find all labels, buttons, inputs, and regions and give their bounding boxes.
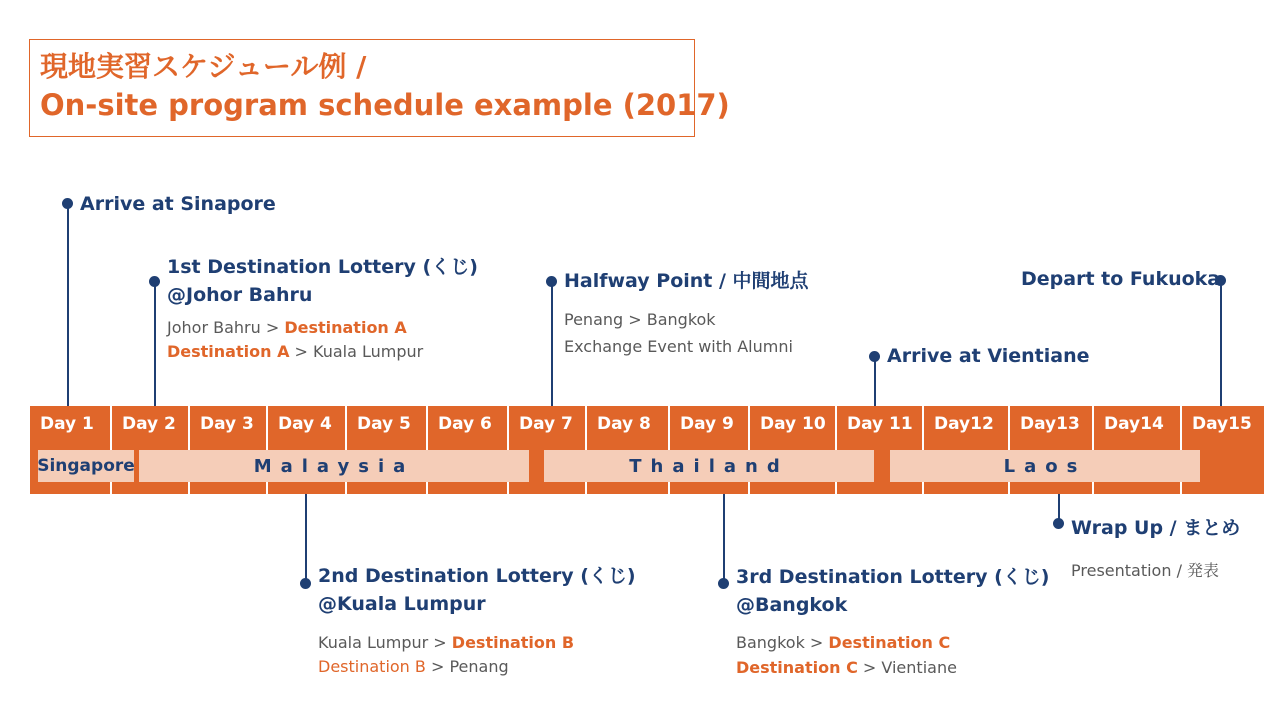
title-box: [29, 39, 730, 137]
day-label: Day 6: [438, 414, 492, 434]
marker-dot-wrapup: [1053, 518, 1064, 529]
event-lottery1-route1: [167, 316, 407, 340]
route-text: > Kuala Lumpur: [289, 342, 424, 361]
connector-line-lottery1: [154, 282, 156, 406]
day-label: Day13: [1020, 414, 1080, 434]
connector-line-lottery3: [723, 494, 725, 583]
country-malaysia: Malaysia: [139, 450, 529, 482]
event-wrapup-note: Presentation / 発表: [1071, 561, 1220, 580]
event-arrive-vientiane: Arrive at Vientiane: [887, 345, 1090, 367]
route-text: > Penang: [425, 657, 509, 676]
marker-dot-lottery3: [718, 578, 729, 589]
event-lottery3-route1: [736, 631, 950, 655]
event-lottery2-location: @Kuala Lumpur: [318, 593, 486, 615]
day-label: Day 4: [278, 414, 332, 434]
event-lottery3-location: @Bangkok: [736, 594, 848, 616]
event-lottery1-route2: [167, 340, 423, 364]
day-label: Day 11: [847, 414, 913, 434]
route-text: Kuala Lumpur >: [318, 633, 452, 652]
event-lottery2-title: 2nd Destination Lottery (くじ): [318, 565, 636, 587]
destination-label: Destination B: [451, 633, 575, 652]
event-depart-fukuoka: Depart to Fukuoka: [1021, 268, 1221, 290]
connector-line-halfway: [551, 282, 553, 406]
destination-label: Destination C: [736, 658, 858, 677]
event-lottery3-title: 3rd Destination Lottery (くじ): [736, 566, 1050, 588]
day-label: Day12: [934, 414, 994, 434]
day-label: Day 1: [40, 414, 94, 434]
day-label: Day15: [1192, 414, 1252, 434]
event-lottery1-location: @Johor Bahru: [167, 284, 313, 306]
day-label: Day 3: [200, 414, 254, 434]
connector-line-arrive-singapore: [67, 204, 69, 406]
day-label: Day 8: [597, 414, 651, 434]
route-text: Johor Bahru >: [167, 318, 285, 337]
destination-label: Destination B: [318, 657, 426, 676]
connector-line-depart: [1220, 281, 1222, 406]
day-label: Day 5: [357, 414, 411, 434]
title-english: On-site program schedule example (2017): [40, 88, 730, 122]
title-japanese: 現地実習スケジュール例 /: [40, 50, 367, 83]
destination-label: Destination C: [828, 633, 951, 652]
marker-dot-lottery2: [300, 578, 311, 589]
day-label: Day 2: [122, 414, 176, 434]
event-arrive-singapore: Arrive at Sinapore: [80, 193, 276, 215]
route-text: Bangkok >: [736, 633, 829, 652]
event-lottery2-route1: [318, 631, 574, 655]
country-singapore: Singapore: [38, 450, 134, 482]
connector-line-arrive-vientiane: [874, 357, 876, 406]
event-lottery2-route2: [318, 655, 509, 679]
connector-line-lottery2: [305, 494, 307, 583]
event-lottery1-title: 1st Destination Lottery (くじ): [167, 256, 478, 278]
destination-label: Destination A: [284, 318, 407, 337]
destination-label: Destination A: [167, 342, 290, 361]
day-label: Day 9: [680, 414, 734, 434]
day-label: Day 7: [519, 414, 573, 434]
event-wrapup-title: Wrap Up / まとめ: [1071, 517, 1241, 539]
day-label: Day 10: [760, 414, 826, 434]
day-label: Day14: [1104, 414, 1164, 434]
event-halfway-title: Halfway Point / 中間地点: [564, 270, 809, 292]
country-laos: Laos: [890, 450, 1200, 482]
country-thailand: Thailand: [544, 450, 874, 482]
event-halfway-note: Exchange Event with Alumni: [564, 337, 793, 356]
event-lottery3-route2: [736, 656, 957, 680]
timeline-bar: [30, 406, 1264, 494]
event-halfway-route: Penang > Bangkok: [564, 310, 716, 329]
route-text: > Vientiane: [857, 658, 957, 677]
